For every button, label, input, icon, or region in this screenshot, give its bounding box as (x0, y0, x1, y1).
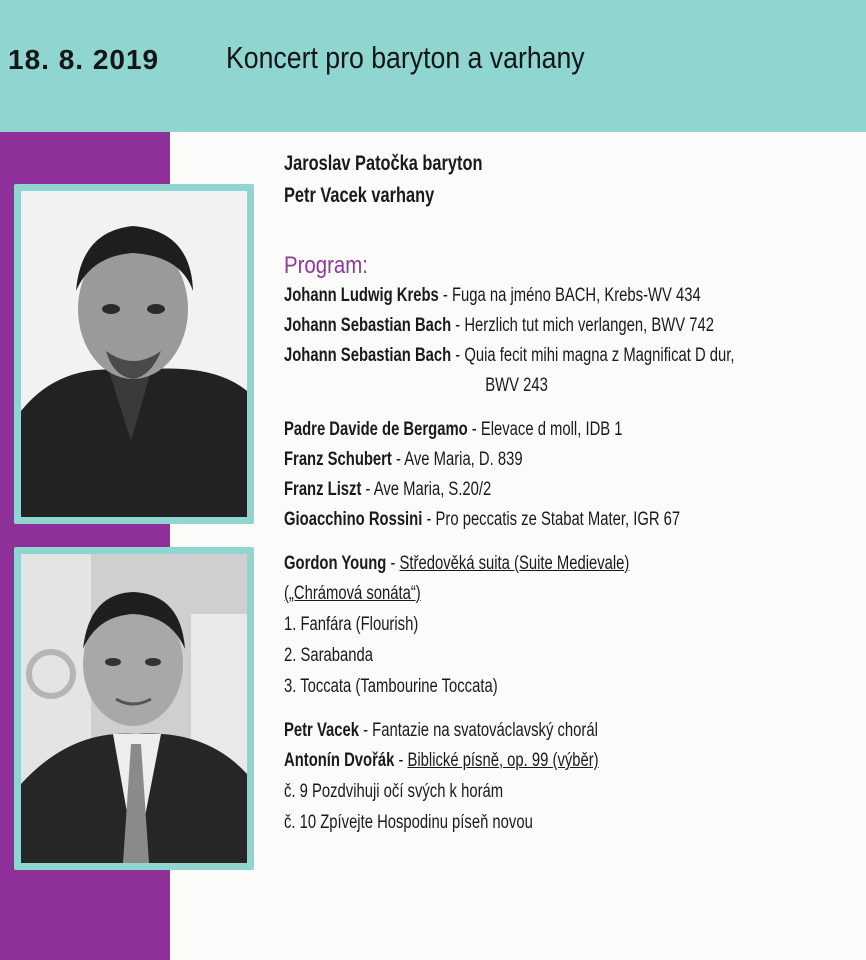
work-subtitle (284, 579, 729, 609)
program-item (284, 281, 729, 311)
performer-organist: Petr Vacek varhany (284, 184, 435, 207)
program-item (284, 311, 729, 341)
baritone-photo-frame (14, 184, 254, 524)
composer-name: Johann Sebastian Bach (284, 345, 452, 366)
work-title: - Fuga na jméno BACH, Krebs-WV 434 (438, 285, 701, 306)
work-title: - Ave Maria, D. 839 (391, 449, 523, 470)
work-title: - Pro peccatis ze Stabat Mater, IGR 67 (422, 509, 681, 530)
program-item (284, 475, 729, 505)
program-item (284, 716, 729, 746)
work-title: - Elevace d moll, IDB 1 (467, 419, 623, 440)
program-heading: Program: (284, 252, 368, 279)
movement-item: 1. Fanfára (Flourish) (284, 614, 419, 635)
program-item (284, 445, 729, 475)
work-title: Středověká suita (Suite Medievale) (399, 553, 630, 574)
composer-name: Johann Sebastian Bach (284, 315, 452, 336)
work-title: - Herzlich tut mich verlangen, BWV 742 (451, 315, 714, 336)
baritone-portrait-photo (21, 191, 247, 517)
movement-item: 3. Toccata (Tambourine Toccata) (284, 676, 498, 697)
work-title-continuation: BWV 243 (485, 375, 548, 396)
program-item-dvorak (284, 746, 729, 776)
program-item-young (284, 549, 729, 579)
program-item (284, 415, 729, 445)
program-item (284, 505, 729, 535)
composer-name: Gordon Young (284, 553, 387, 574)
program-content (284, 148, 854, 838)
work-subtitle-text: („Chrámová sonáta“) (284, 583, 421, 604)
song-item: č. 10 Zpívejte Hospodinu píseň novou (284, 812, 533, 833)
performer-baritone: Jaroslav Patočka baryton (284, 152, 483, 175)
organist-portrait-photo (21, 554, 247, 863)
header-band (0, 0, 866, 132)
work-title: - Fantazie na svatováclavský chorál (358, 720, 598, 741)
composer-name: Johann Ludwig Krebs (284, 285, 439, 306)
composer-name: Gioacchino Rossini (284, 509, 423, 530)
work-title: - Quia fecit mihi magna z Magnificat D dur, (451, 345, 735, 366)
composer-name: Padre Davide de Bergamo (284, 419, 468, 440)
concert-title: Koncert pro baryton a varhany (226, 40, 585, 75)
work-title: Biblické písně, op. 99 (výběr) (407, 750, 599, 771)
song-item: č. 9 Pozdvihuji očí svých k horám (284, 781, 504, 802)
composer-name: Franz Schubert (284, 449, 392, 470)
composer-name: Petr Vacek (284, 720, 359, 741)
composer-name: Franz Liszt (284, 479, 362, 500)
movement-item: 2. Sarabanda (284, 645, 373, 666)
concert-date: 18. 8. 2019 (8, 44, 160, 75)
separator: - (394, 750, 408, 771)
work-title: - Ave Maria, S.20/2 (361, 479, 492, 500)
program-item (284, 341, 735, 371)
composer-name: Antonín Dvořák (284, 750, 395, 771)
separator: - (386, 553, 400, 574)
organist-photo-frame (14, 547, 254, 870)
